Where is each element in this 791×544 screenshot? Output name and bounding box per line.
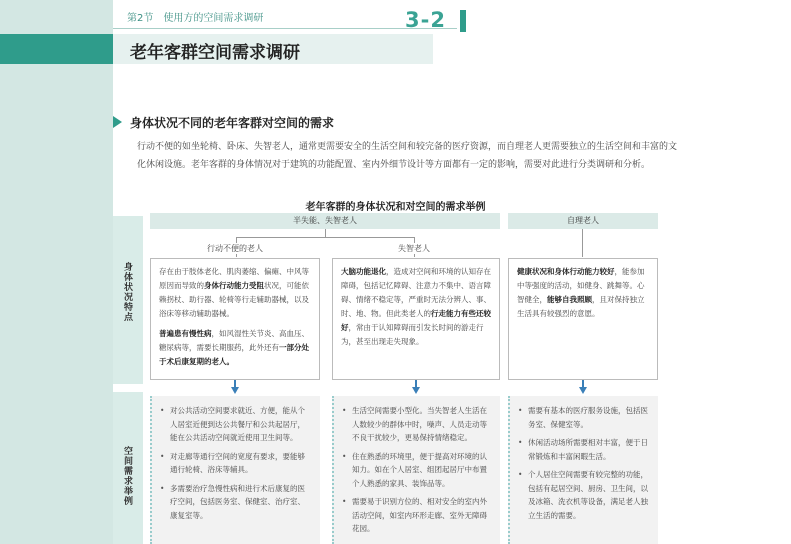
group-semi-disabled: 半失能、失智老人 bbox=[150, 213, 500, 229]
page-code-bar bbox=[460, 10, 466, 32]
trait-text: ，常由于认知障碍而引发长时间的游走行为，甚至出现走失现象。 bbox=[341, 323, 484, 346]
title-accent-block bbox=[0, 34, 113, 64]
traits-box-dementia bbox=[332, 258, 500, 380]
trait-bold: 大脑功能退化 bbox=[341, 267, 386, 276]
down-arrow-icon bbox=[412, 387, 420, 394]
trait-text: 存在由于肢体老化、肌肉萎缩、偏瘫、中风等原因而导致的 bbox=[159, 267, 309, 290]
trait-bold: 行走能力有些还较好 bbox=[341, 309, 491, 332]
trait-text: ，能参加中等强度的活动，如健身、跳舞等。心智健全， bbox=[517, 267, 645, 304]
trait-bold: 身体行动能力受阻 bbox=[204, 281, 264, 290]
label-physical-traits: 身体状况特点 bbox=[122, 262, 132, 322]
connector-line bbox=[236, 237, 414, 238]
label-space-needs: 空间需求举例 bbox=[122, 446, 132, 506]
list-item: • 生活空间需要小型化。当失智老人生活在人数较少的群体中时，噪声、人员走动等不良干扰较少，更易保持情绪稳定。 bbox=[352, 404, 492, 445]
requirements-mobility bbox=[150, 396, 320, 544]
requirements-selfcare bbox=[508, 396, 658, 544]
intro-paragraph: 行动不便的如坐轮椅、卧床、失智老人，通常更需要安全的生活空间和较完备的医疗资源，而自理老人更需要独立的生活空间和丰富的文化休闲设施。老年客群的身体情况对于建筑的功能配置、室内外细节设计等方面都有一定的影响，需要对此进行分类调研和分析。 bbox=[137, 142, 678, 170]
list-item: • 需要有基本的医疗服务设施，包括医务室、保健室等。 bbox=[528, 404, 650, 431]
traits-box-selfcare bbox=[508, 258, 658, 380]
diagram-title: 老年客群的身体状况和对空间的需求举例 bbox=[305, 202, 486, 213]
section-label: 第2节 使用方的空间需求调研 bbox=[113, 10, 457, 29]
sublabel-mobility: 行动不便的老人 bbox=[204, 243, 266, 254]
list-item: • 多需要治疗急慢性病和进行术后康复的医疗空间，包括医务室、保健室、治疗室、康复室等。 bbox=[170, 482, 312, 523]
traits-box-mobility bbox=[150, 258, 320, 380]
list-item: • 休闲活动场所需要相对丰富，便于日常锻炼和丰富闲暇生活。 bbox=[528, 436, 650, 463]
triangle-bullet-icon bbox=[113, 116, 122, 128]
list-item: • 对公共活动空间要求就近、方便，能从个人居室近便到达公共餐厅和公共起居厅，能在公共活动空间就近使用卫生间等。 bbox=[170, 404, 312, 445]
trait-bold: 一部分处于术后康复期的老人。 bbox=[159, 343, 309, 366]
left-margin-band bbox=[0, 0, 113, 544]
trait-bold: 健康状况和身体行动能力较好 bbox=[517, 267, 615, 276]
trait-bold: 普遍患有慢性病 bbox=[159, 329, 212, 338]
requirements-dementia bbox=[332, 396, 500, 544]
trait-bold: 能够自我照顾 bbox=[547, 295, 592, 304]
section-heading bbox=[113, 114, 334, 131]
list-item: • 个人居住空间需要有较完整的功能，包括有起居空间、厨房、卫生间，以及冰箱、洗衣机等设备，满足老人独立生活的需要。 bbox=[528, 468, 650, 522]
trait-text: 状况，可能依赖拐杖、助行器、轮椅等行走辅助器械，以及浴床等移动辅助器械。 bbox=[159, 281, 309, 318]
trait-text: ，造成对空间和环境的认知存在障碍，包括记忆障碍、注意力不集中、语言障碍、情绪不稳定等，严重时无法分辨人、事、时、地、物。但此类老人的 bbox=[341, 267, 491, 318]
group-self-care: 自理老人 bbox=[508, 213, 658, 229]
down-arrow-icon bbox=[579, 387, 587, 394]
list-item: • 需要易于识别方位的、相对安全的室内外活动空间，如室内环形走廊、室外无障碍花园。 bbox=[352, 495, 492, 536]
page-title: 老年客群空间需求调研 bbox=[130, 43, 300, 63]
connector-line bbox=[325, 229, 326, 237]
trait-text: ，如风湿性关节炎、高血压、糖尿病等，需要长期服药，此外还有 bbox=[159, 329, 309, 352]
sublabel-dementia: 失智老人 bbox=[395, 243, 433, 254]
spacer bbox=[159, 321, 311, 327]
list-item: • 对走廊等通行空间的宽度有要求，要能够通行轮椅、浴床等辅具。 bbox=[170, 450, 312, 477]
list-item: • 住在熟悉的环境里，便于提高对环境的认知力。如在个人居室、组团起居厅中布置个人熟悉的家具、装饰品等。 bbox=[352, 450, 492, 491]
section-heading-text: 身体状况不同的老年客群对空间的需求 bbox=[130, 116, 335, 130]
page-code: 3-2 bbox=[405, 8, 446, 32]
down-arrow-icon bbox=[231, 387, 239, 394]
connector-line bbox=[582, 229, 583, 257]
trait-text: ，且对保持独立生活具有较强烈的意愿。 bbox=[517, 295, 645, 318]
